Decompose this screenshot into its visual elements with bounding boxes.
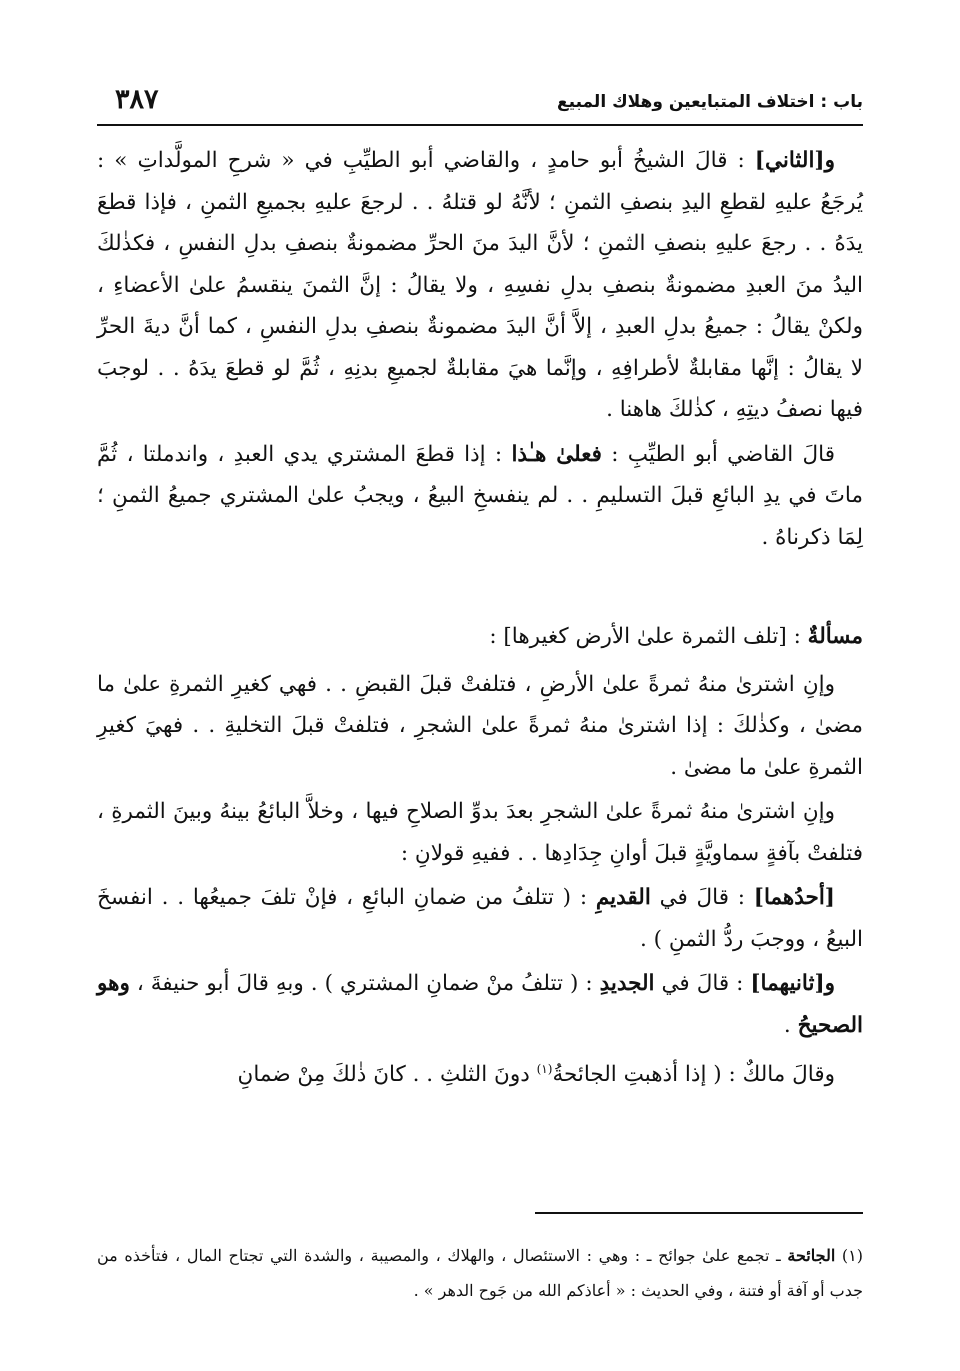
main-text: [97, 140, 863, 1096]
paragraph-second-opinion-fragment: [97, 140, 863, 431]
issue-heading: [97, 616, 863, 658]
opinion-verdict: وهو الصحيحُ: [97, 971, 863, 1038]
opinion-text-after: : ( تتلفُ من ضمانِ البائعِ ، فإنْ تلفَ جميعُها . . انفسخَ البيعُ ، ووجبَ ردُّ الثمنِ ) .: [97, 885, 863, 952]
footnote-term: الجائحة: [787, 1246, 836, 1265]
running-header: [97, 86, 863, 122]
footnotes: [97, 1238, 863, 1308]
opinion-label: و[ثانيهما]: [750, 971, 835, 996]
section-spacer: [97, 558, 863, 616]
opinion-end: .: [783, 1012, 798, 1038]
paragraph-first-opinion: [97, 877, 863, 960]
paragraph-qadi-abu-tayyib: [97, 434, 863, 559]
paragraph-text-after: دونَ الثلثِ . . كانَ ذٰلكَ مِنْ ضمانِ: [237, 1062, 537, 1088]
opinion-text-after: : ( تتلفُ منْ ضمانِ المشتري ) . وبهِ قالَ أبو حنيفةَ ،: [129, 971, 600, 996]
paragraph-text-after: : إذا قطعَ المشتري يدي العبدِ ، واندملتا ، ثُمَّ ماتَ في يدِ البائعِ قبلَ التسليمِ . . لم ينفسخِ البيعُ ، ويجبُ علىٰ المشتري جميعُ الثمنِ ؛ لِمَا ذكرناهُ .: [97, 441, 863, 550]
page-number: ٣٨٧: [115, 84, 159, 115]
paragraph-text-before: وقالَ مالكٌ : ( إذا أذهبتِ الجائحةُ: [552, 1062, 835, 1088]
chapter-title: باب : اختلاف المتبايعين وهلاك المبيع: [557, 92, 863, 112]
paragraph-lead-bold: و[الثاني]: [754, 148, 835, 173]
footnote-number: (١): [841, 1246, 863, 1265]
opinion-bold-term: القديمِ: [595, 885, 651, 910]
paragraph-bold-phrase: فعلىٰ هـٰذا: [511, 441, 602, 467]
paragraph-fruit-on-ground: وإنِ اشترىٰ منهُ ثمرةً علىٰ الأرضِ ، فتلفتْ قبلَ القبضِ . . فهي كغيرِ الثمرةِ علىٰ ما مضىٰ ، وكذٰلكَ : إذا اشترىٰ منهُ ثمرةً علىٰ الشجرِ ، فتلفتْ قبلَ التخليةِ . . فهيَ كغيرِ الثمرةِ علىٰ ما مضىٰ .: [97, 671, 863, 780]
paragraph-malik: [97, 1049, 863, 1096]
paragraph-text-before: قالَ القاضي أبو الطيِّبِ :: [601, 441, 835, 467]
paragraph-second-opinion: [97, 963, 863, 1046]
footnote-text: ـ تجمع علىٰ جوائح ـ : وهي : الاستئصال ، والهلاك ، والمصيبة ، والشدة التي تجتاح المال ، فتأخذه من جدب أو آفة أو فتنة ، وفي الحديث : « أعاذكم الله من جَوح الدهر » .: [97, 1246, 863, 1300]
opinion-label: [أحدُهما]: [753, 885, 835, 910]
footnote-divider: [535, 1212, 863, 1214]
paragraph-text: : قالَ الشيخُ أبو حامدٍ ، والقاضي أبو الطيِّبِ في « شرحِ المولَّداتِ » : يُرجَعُ عليهِ لقطعِ اليدِ بنصفِ الثمنِ ؛ لأنَّهُ لو قتلهُ . . لرجعَ عليهِ بجميعِ الثمنِ ، فإذا قطعَ يدَهُ . . رجعَ عليهِ بنصفِ الثمنِ ؛ لأنَّ اليدَ منَ الحرِّ مضمونةٌ بنصفِ بدلِ النفسِ ، فكذٰلكَ اليدُ منَ العبدِ مضمونةٌ بنصفِ بدلِ نفسِهِ ، ولا يقالُ : إنَّ الثمنَ ينقسمُ علىٰ الأعضاءِ ، ولكنْ يقالُ : جميعُ بدلِ العبدِ ، إلاَّ أنَّ اليدَ مضمونةٌ بنصفِ بدلِ النفسِ ، كما أنَّ ديةَ الحرِّ لا يقالُ : إنَّها مقابلةٌ لأطرافِهِ ، وإنَّما هيَ مقابلةٌ لجميعِ بدنِهِ ، ثُمَّ لو قطعَ يدَهُ . . لوجبَ فيها نصفُ ديتِهِ ، كذٰلكَ هاهنا .: [97, 148, 863, 422]
footnote-1: [97, 1238, 863, 1308]
footnote-reference[interactable]: (١): [536, 1062, 553, 1076]
header-divider: [97, 124, 863, 126]
opinion-text-before: : قالَ في: [654, 971, 751, 996]
opinion-text-before: : قالَ في: [650, 885, 754, 910]
issue-title: : [تلف الثمرة علىٰ الأرض كغيرها] :: [489, 624, 808, 649]
issue-label: مسألةٌ: [807, 624, 863, 649]
paragraph-fruit-on-tree: وإنِ اشترىٰ منهُ ثمرةً علىٰ الشجرِ بعدَ بدوِّ الصلاحِ فيها ، وخلاَّ البائعُ بينهُ وبينَ الثمرةِ ، فتلفتْ بآفةٍ سماويَّةٍ قبلَ أوانِ جِدَادِها . . ففيهِ قولانِ :: [97, 799, 863, 866]
opinion-bold-term: الجديدِ: [599, 971, 655, 996]
